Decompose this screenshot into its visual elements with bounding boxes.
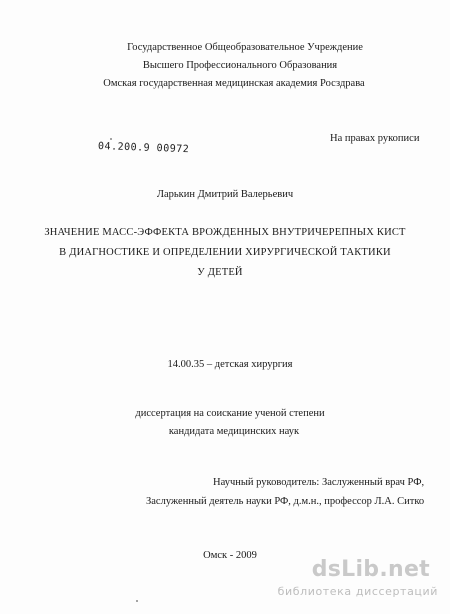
watermark-tagline: библиотека диссертаций <box>277 585 438 598</box>
archive-stamp-number: 04.200.9 00972 <box>97 141 190 156</box>
watermark-brand: dsLib.net <box>311 557 430 582</box>
author-name: Ларькин Дмитрий Валерьевич <box>156 189 294 200</box>
scan-speck <box>110 138 112 140</box>
advisor-line-1: Научный руководитель: Заслуженный врач РФ, <box>213 477 425 488</box>
institution-line-2: Высшего Профессионального Образования <box>142 60 338 71</box>
scan-speck <box>136 600 138 602</box>
specialty-code: 14.00.35 – детская хирургия <box>167 359 293 370</box>
thesis-title-line-2: В ДИАГНОСТИКЕ И ОПРЕДЕЛЕНИИ ХИРУРГИЧЕСКОЙ ТАКТИКИ <box>59 247 391 258</box>
rights-notice: На правах рукописи <box>330 133 420 144</box>
degree-line-1: диссертация на соискание ученой степени <box>135 408 325 419</box>
thesis-title-line-3: У ДЕТЕЙ <box>197 267 243 278</box>
institution-line-1: Государственное Общеобразовательное Учреждение <box>127 42 363 53</box>
advisor-line-2: Заслуженный деятель науки РФ, д.м.н., профессор Л.А. Ситко <box>146 496 425 507</box>
thesis-title-line-1: ЗНАЧЕНИЕ МАСС-ЭФФЕКТА ВРОЖДЕННЫХ ВНУТРИЧЕРЕПНЫХ КИСТ <box>44 227 406 238</box>
institution-line-3: Омская государственная медицинская академия Росздрава <box>103 78 365 89</box>
watermark-logo <box>274 556 444 608</box>
city-year: Омск - 2009 <box>203 550 257 561</box>
degree-line-2: кандидата медицинских наук <box>168 426 300 437</box>
